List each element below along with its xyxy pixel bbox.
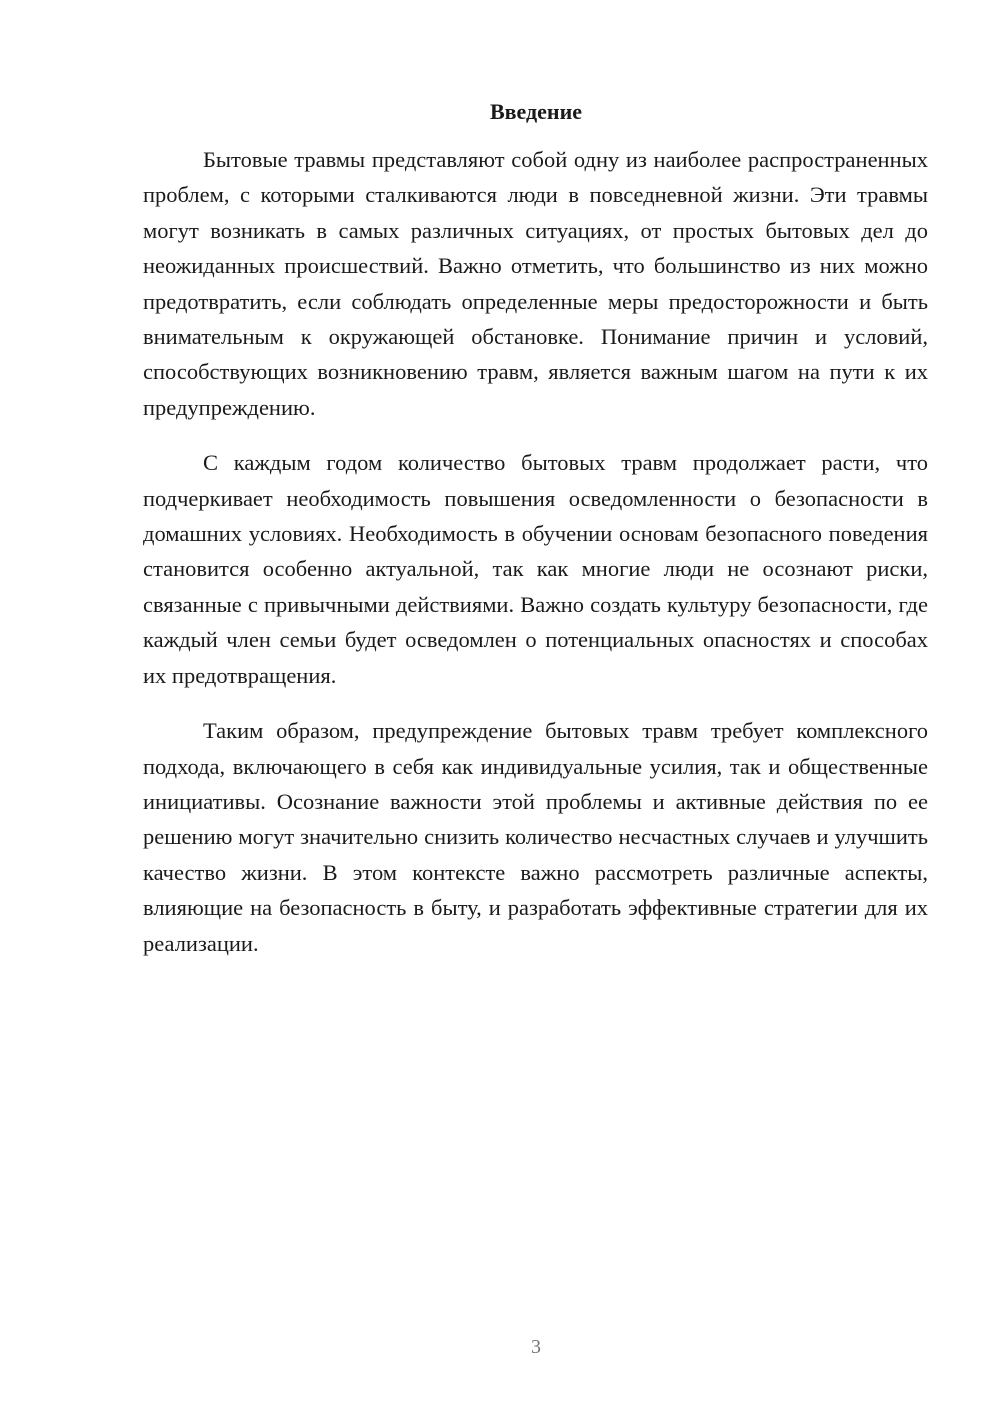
page-number: 3	[531, 1336, 541, 1358]
section-title: Введение	[489, 99, 583, 124]
paragraph-awareness: С каждым годом количество бытовых травм продолжает расти, что подчеркивает необходимость повышения осведомленности о безопасности в домашних условиях. Необходимость в обучении основам безопасного поведения становится особенно актуальной, так как многие люди не осознают риски, связанные с привычными действиями. Важно создать культуру безопасности, где каждый член семьи будет осведомлен о потенциальных опасностях и способах их предотвращения.	[143, 450, 928, 688]
body-text	[143, 142, 928, 961]
paragraph-intro: Бытовые травмы представляют собой одну из наиболее распространенных проблем, с которыми сталкиваются люди в повседневной жизни. Эти травмы могут возникать в самых различных ситуациях, от простых бытовых дел до неожиданных происшествий. Важно отметить, что большинство из них можно предотвратить, если соблюдать определенные меры предосторожности и быть внимательным к окружающей обстановке. Понимание причин и условий, способствующих возникновению травм, является важным шагом на пути к их предупреждению.	[143, 147, 928, 420]
paragraph-conclusion: Таким образом, предупреждение бытовых травм требует комплексного подхода, включающего в себя как индивидуальные усилия, так и общественные инициативы. Осознание важности этой проблемы и активные действия по ее решению могут значительно снизить количество несчастных случаев и улучшить качество жизни. В этом контексте важно рассмотреть различные аспекты, влияющие на безопасность в быту, и разработать эффективные стратегии для их реализации.	[143, 718, 928, 956]
